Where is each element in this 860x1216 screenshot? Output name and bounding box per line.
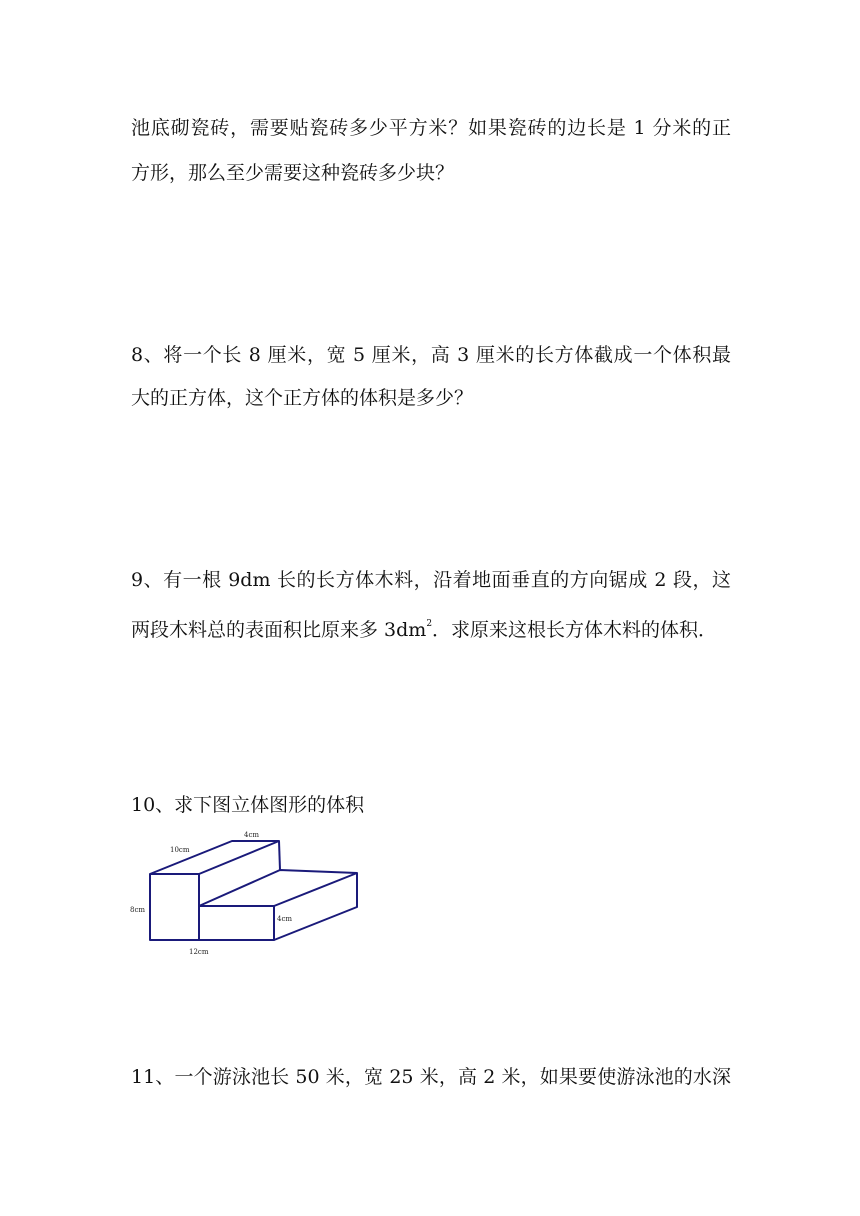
- q7-line-2: 方形，那么至少需要这种瓷砖多少块？: [131, 162, 455, 184]
- q9-line-1: 9、有一根 9dm 长的长方体木料，沿着地面垂直的方向锯成 2 段，这: [131, 569, 731, 591]
- q9-line-2-tail: ．求原来这根长方体木料的体积．: [432, 619, 718, 641]
- step-side: [274, 873, 357, 940]
- q11-line-1: 11、一个游泳池长 50 米，宽 25 米，高 2 米，如果要使游泳池的水深: [131, 1066, 731, 1088]
- label-depth: 10cm: [170, 846, 190, 854]
- step-top: [199, 870, 357, 906]
- step-front: [199, 906, 274, 940]
- q8-line-2: 大的正方体，这个正方体的体积是多少？: [131, 387, 474, 409]
- q8-line-1: 8、将一个长 8 厘米，宽 5 厘米，高 3 厘米的长方体截成一个体积最: [131, 344, 731, 366]
- tall-block-front: [150, 874, 199, 940]
- tall-block-side: [279, 841, 280, 870]
- label-height: 8cm: [130, 906, 146, 914]
- label-length: 12cm: [189, 948, 209, 956]
- solid-figure: [126, 826, 366, 966]
- q9-line-2: [131, 611, 731, 643]
- label-top: 4cm: [244, 831, 260, 839]
- q10-line-1: 10、求下图立体图形的体积: [131, 794, 365, 816]
- q7-line-1: 池底砌瓷砖，需要贴瓷砖多少平方米？如果瓷砖的边长是 1 分米的正: [131, 117, 731, 139]
- q9-superscript: 2: [426, 619, 433, 629]
- label-step-height: 4cm: [277, 915, 293, 923]
- q9-line-2-text: 两段木料总的表面积比原来多 3dm: [131, 619, 427, 641]
